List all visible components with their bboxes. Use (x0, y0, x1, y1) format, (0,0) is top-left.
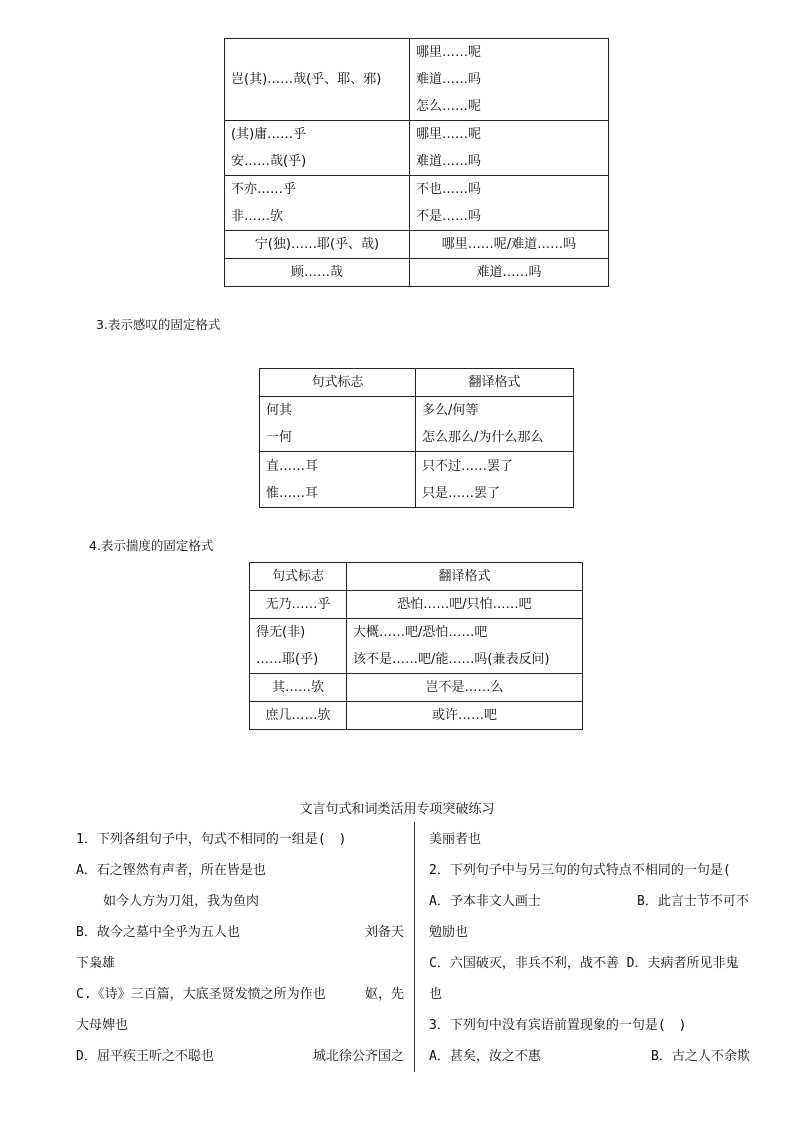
cell-text: 庶几……欤 (265, 708, 331, 723)
question-text: 3．下列句中没有宾语前置现象的一句是( ) (429, 1018, 687, 1033)
column-header: 句式标志 (250, 563, 347, 591)
table-header-row (250, 563, 583, 591)
option-text: A．甚矣，汝之不惠 (429, 1049, 541, 1064)
option-text: 也 (429, 987, 443, 1002)
cell-text: 难道……吗 (416, 72, 482, 87)
option-text: 下枭雄 (76, 956, 116, 971)
table-cell (410, 176, 609, 231)
option-text: B．古之人不余欺 (651, 1049, 750, 1064)
cell-text: 怎么……呢 (416, 99, 482, 114)
conjecture-form-table (249, 562, 583, 730)
table-row (250, 619, 583, 674)
option-text: 妪，先 (364, 987, 404, 1002)
question-line (76, 824, 404, 855)
table-cell (225, 231, 410, 259)
option-text: B．故今之墓中全乎为五人也 (76, 925, 240, 940)
cell-text: 直……耳 (266, 458, 319, 474)
table-row (225, 121, 609, 176)
table-cell (260, 397, 416, 452)
table-cell (347, 619, 583, 674)
option-text: 大母婢也 (76, 1018, 129, 1033)
table-cell (250, 702, 347, 730)
cell-text: (其)庸……乎 (231, 127, 307, 142)
option-text: C．六国破灭，非兵不利，战不善 D．夫病者所见非鬼 (429, 956, 739, 971)
table-cell (225, 121, 410, 176)
cell-text: 岂不是……么 (425, 680, 504, 695)
table-cell (225, 259, 410, 287)
option-text: 刘备天 (364, 925, 404, 940)
cell-text: ……耶(乎) (256, 652, 319, 667)
option-line (429, 886, 763, 917)
option-line (76, 855, 404, 886)
table-cell (410, 231, 609, 259)
left-column (76, 824, 404, 1072)
table-cell (250, 619, 347, 674)
cell-text: 何其 (266, 403, 293, 418)
cell-text: 无乃……乎 (265, 597, 331, 612)
table-row (260, 397, 574, 452)
cell-text: 哪里……呢/难道……吗 (441, 237, 577, 252)
question-line (429, 1010, 763, 1041)
cell-text: 该不是……吧/能……吗(兼表反问) (353, 652, 550, 667)
cell-text: 一何 (266, 430, 293, 445)
option-text: B．此言士节不可不 (637, 894, 749, 909)
cell-text: 只不过……罢了 (422, 458, 514, 474)
option-line (76, 886, 404, 917)
column-divider (414, 822, 415, 1072)
table-row (260, 452, 574, 508)
cell-text: 哪里……呢 (416, 127, 482, 142)
section-heading: 3.表示感叹的固定格式 (96, 317, 221, 332)
table-row (225, 259, 609, 287)
table-cell (410, 121, 609, 176)
table-row (225, 39, 609, 121)
cell-text: 宁(独)……耶(乎、哉) (254, 237, 380, 252)
option-line (76, 1041, 404, 1072)
table-row (225, 176, 609, 231)
table-row (250, 702, 583, 730)
question-text: 2．下列句子中与另三句的句式特点不相同的一句是( (429, 863, 731, 878)
table-cell (416, 452, 574, 508)
table-cell (250, 674, 347, 702)
option-line (76, 917, 404, 948)
cell-text: 哪里……呢 (416, 45, 482, 60)
cell-text: 或许……吧 (431, 708, 497, 723)
option-line (76, 979, 404, 1010)
section-heading: 4.表示揣度的固定格式 (89, 538, 214, 553)
option-line (429, 917, 763, 948)
option-text: 城北徐公齐国之 (312, 1049, 404, 1064)
table-cell (250, 591, 347, 619)
cell-text: 安……哉(乎) (231, 154, 307, 169)
cell-text: 惟……耳 (266, 485, 319, 501)
right-column (429, 824, 763, 1072)
table-row (250, 674, 583, 702)
cell-text: 只是……罢了 (422, 485, 501, 501)
table-cell (260, 452, 416, 508)
option-text: D．屈平疾王听之不聪也 (76, 1049, 214, 1064)
cell-text: 怎么那么/为什么那么 (422, 430, 544, 445)
table-header-row (260, 369, 574, 397)
exclamation-form-table (259, 368, 574, 508)
cell-text: 不亦……乎 (231, 182, 297, 197)
table-cell (410, 39, 609, 121)
question-line (429, 855, 763, 886)
table-cell (347, 674, 583, 702)
option-line (76, 1010, 404, 1041)
table-cell (416, 397, 574, 452)
question-form-table (224, 38, 609, 287)
question-text: 1．下列各组句子中，句式不相同的一组是( ) (76, 832, 347, 847)
option-line (76, 948, 404, 979)
column-header: 句式标志 (260, 369, 416, 397)
option-text: 如今人方为刀俎，我为鱼肉 (103, 894, 260, 909)
option-text: 美丽者也 (429, 832, 482, 847)
cell-text: 不也……吗 (416, 182, 482, 197)
table-row (225, 231, 609, 259)
cell-text: 其……欤 (271, 680, 324, 695)
table-cell (347, 591, 583, 619)
cell-text: 顾……哉 (290, 265, 343, 280)
cell-text: 不是……吗 (416, 209, 482, 224)
option-text: C.《诗》三百篇，大底圣贤发愤之所为作也 (76, 987, 326, 1002)
table-cell (225, 176, 410, 231)
table-cell (347, 702, 583, 730)
table-cell (410, 259, 609, 287)
column-header: 翻译格式 (416, 369, 574, 397)
option-line (429, 824, 763, 855)
cell-text: 非……欤 (231, 209, 284, 224)
cell-text: 得无(非) (256, 625, 306, 640)
cell-text: 难道……吗 (416, 154, 482, 169)
exercise-title: 文言句式和词类活用专项突破练习 (299, 802, 495, 817)
cell-text: 大概……吧/恐怕……吧 (353, 625, 488, 640)
option-line (429, 979, 763, 1010)
column-header: 翻译格式 (347, 563, 583, 591)
table-row (250, 591, 583, 619)
option-line (429, 1041, 763, 1072)
option-text: A．石之铿然有声者，所在皆是也 (76, 863, 266, 878)
option-text: 勉励也 (429, 925, 469, 940)
cell-text: 多么/何等 (422, 403, 479, 418)
table-cell (225, 39, 410, 121)
cell-text: 岂(其)……哉(乎、耶、邪) (231, 72, 382, 87)
cell-text: 难道……吗 (476, 265, 542, 280)
option-line (429, 948, 763, 979)
cell-text: 恐怕……吧/只怕……吧 (397, 597, 532, 612)
option-text: A．予本非文人画士 (429, 894, 541, 909)
